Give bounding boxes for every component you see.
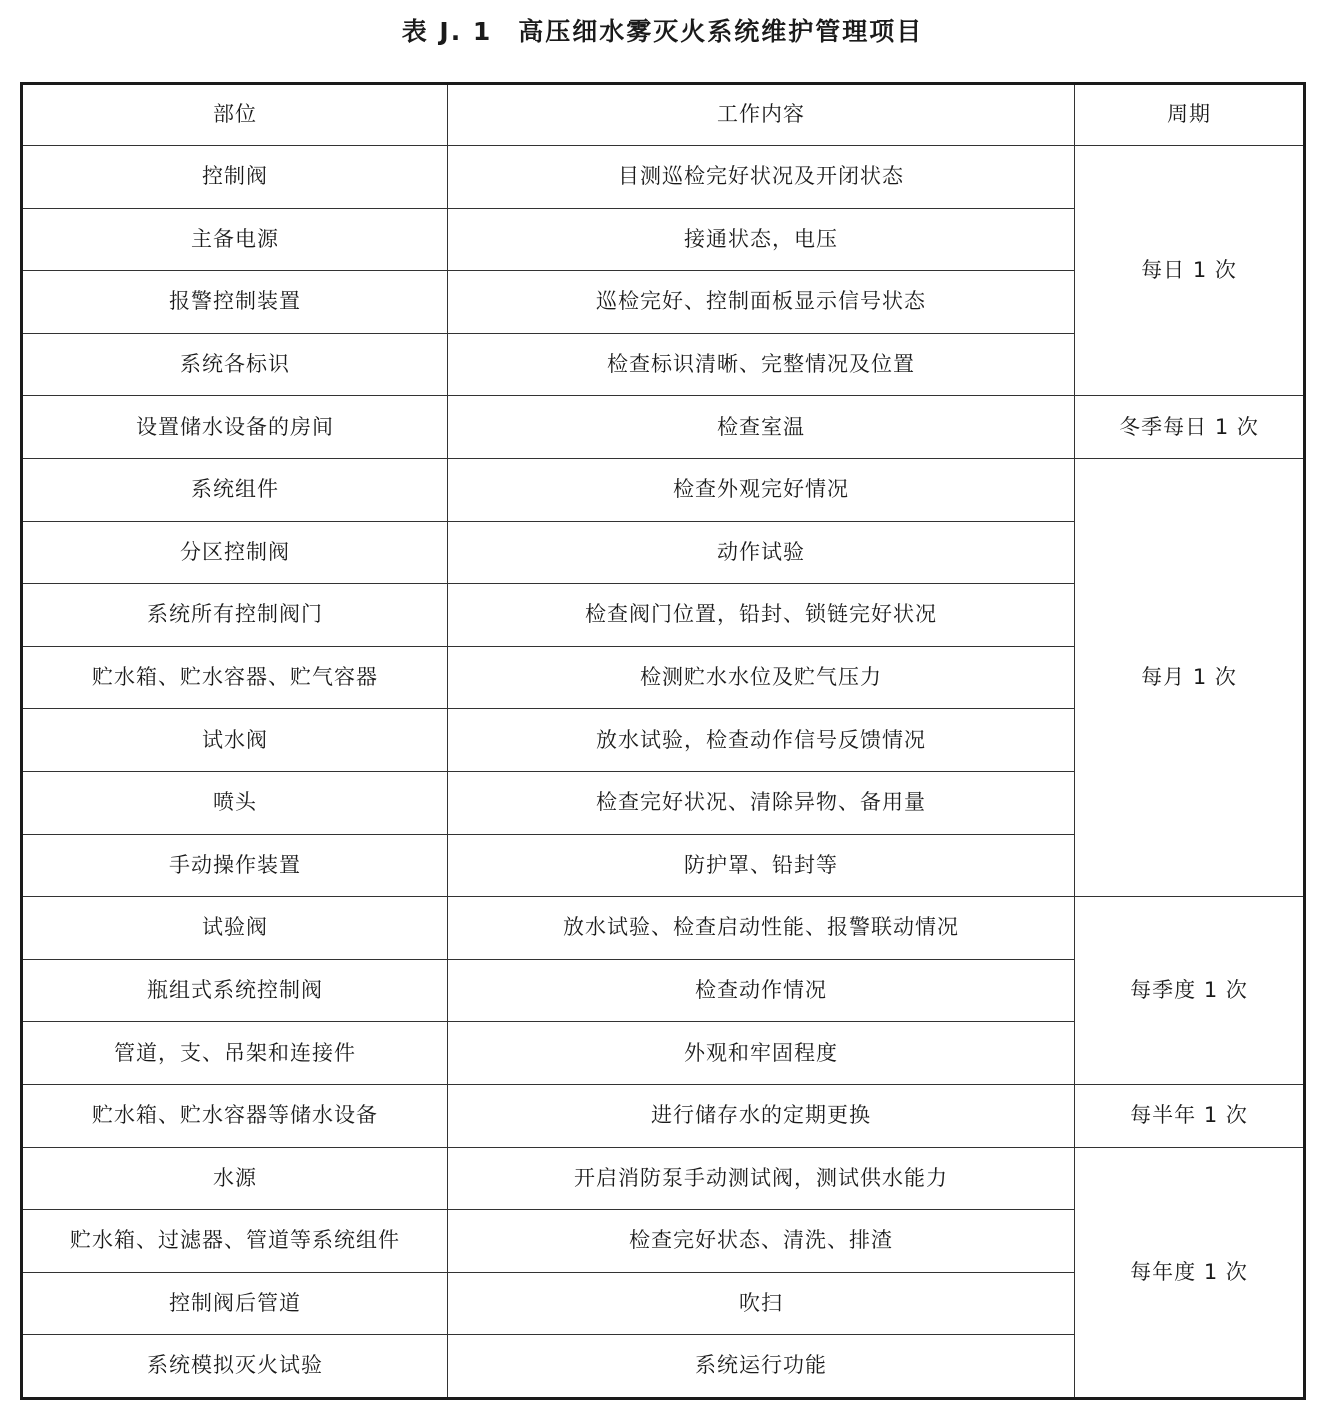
table-number: 表 J. 1	[401, 17, 493, 46]
cell-content: 检查动作情况	[448, 959, 1075, 1022]
cell-part: 系统各标识	[22, 333, 448, 396]
header-part: 部位	[22, 84, 448, 146]
cell-part: 贮水箱、贮水容器、贮气容器	[22, 646, 448, 709]
cell-part: 分区控制阀	[22, 521, 448, 584]
table-body	[22, 146, 1305, 1399]
cell-content: 外观和牢固程度	[448, 1022, 1075, 1085]
cell-content: 放水试验，检查动作信号反馈情况	[448, 709, 1075, 772]
cell-content: 检查标识清晰、完整情况及位置	[448, 333, 1075, 396]
cell-content: 巡检完好、控制面板显示信号状态	[448, 271, 1075, 334]
header-content: 工作内容	[448, 84, 1075, 146]
cell-part: 试水阀	[22, 709, 448, 772]
table-row	[22, 1084, 1305, 1147]
cell-part: 喷头	[22, 771, 448, 834]
cell-part: 控制阀	[22, 146, 448, 209]
cell-part: 系统组件	[22, 458, 448, 521]
cell-period: 每年度 1 次	[1075, 1147, 1305, 1398]
table-row	[22, 396, 1305, 459]
cell-part: 控制阀后管道	[22, 1272, 448, 1335]
cell-period: 每月 1 次	[1075, 458, 1305, 896]
cell-part: 水源	[22, 1147, 448, 1210]
table-caption: 高压细水雾灭火系统维护管理项目	[518, 17, 924, 46]
cell-part: 设置储水设备的房间	[22, 396, 448, 459]
cell-period: 每季度 1 次	[1075, 897, 1305, 1085]
cell-part: 报警控制装置	[22, 271, 448, 334]
cell-content: 接通状态，电压	[448, 208, 1075, 271]
cell-period: 每半年 1 次	[1075, 1084, 1305, 1147]
cell-part: 管道，支、吊架和连接件	[22, 1022, 448, 1085]
maintenance-table	[20, 82, 1306, 1400]
cell-part: 贮水箱、贮水容器等储水设备	[22, 1084, 448, 1147]
cell-content: 进行储存水的定期更换	[448, 1084, 1075, 1147]
cell-content: 检测贮水水位及贮气压力	[448, 646, 1075, 709]
cell-content: 开启消防泵手动测试阀，测试供水能力	[448, 1147, 1075, 1210]
cell-part: 系统模拟灭火试验	[22, 1335, 448, 1399]
header-row	[22, 84, 1305, 146]
cell-part: 试验阀	[22, 897, 448, 960]
cell-content: 检查外观完好情况	[448, 458, 1075, 521]
cell-part: 瓶组式系统控制阀	[22, 959, 448, 1022]
cell-period: 每日 1 次	[1075, 146, 1305, 396]
cell-content: 检查完好状态、清洗、排渣	[448, 1210, 1075, 1273]
cell-part: 手动操作装置	[22, 834, 448, 897]
cell-period: 冬季每日 1 次	[1075, 396, 1305, 459]
cell-part: 主备电源	[22, 208, 448, 271]
table-row	[22, 1147, 1305, 1210]
header-period: 周期	[1075, 84, 1305, 146]
cell-content: 检查完好状况、清除异物、备用量	[448, 771, 1075, 834]
cell-content: 放水试验、检查启动性能、报警联动情况	[448, 897, 1075, 960]
cell-content: 检查室温	[448, 396, 1075, 459]
table-row	[22, 458, 1305, 521]
cell-content: 系统运行功能	[448, 1335, 1075, 1399]
cell-content: 动作试验	[448, 521, 1075, 584]
cell-content: 目测巡检完好状况及开闭状态	[448, 146, 1075, 209]
cell-content: 吹扫	[448, 1272, 1075, 1335]
cell-part: 贮水箱、过滤器、管道等系统组件	[22, 1210, 448, 1273]
cell-content: 检查阀门位置，铅封、锁链完好状况	[448, 584, 1075, 647]
cell-content: 防护罩、铅封等	[448, 834, 1075, 897]
cell-part: 系统所有控制阀门	[22, 584, 448, 647]
table-title	[0, 14, 1325, 50]
table-row	[22, 146, 1305, 209]
table-row	[22, 897, 1305, 960]
